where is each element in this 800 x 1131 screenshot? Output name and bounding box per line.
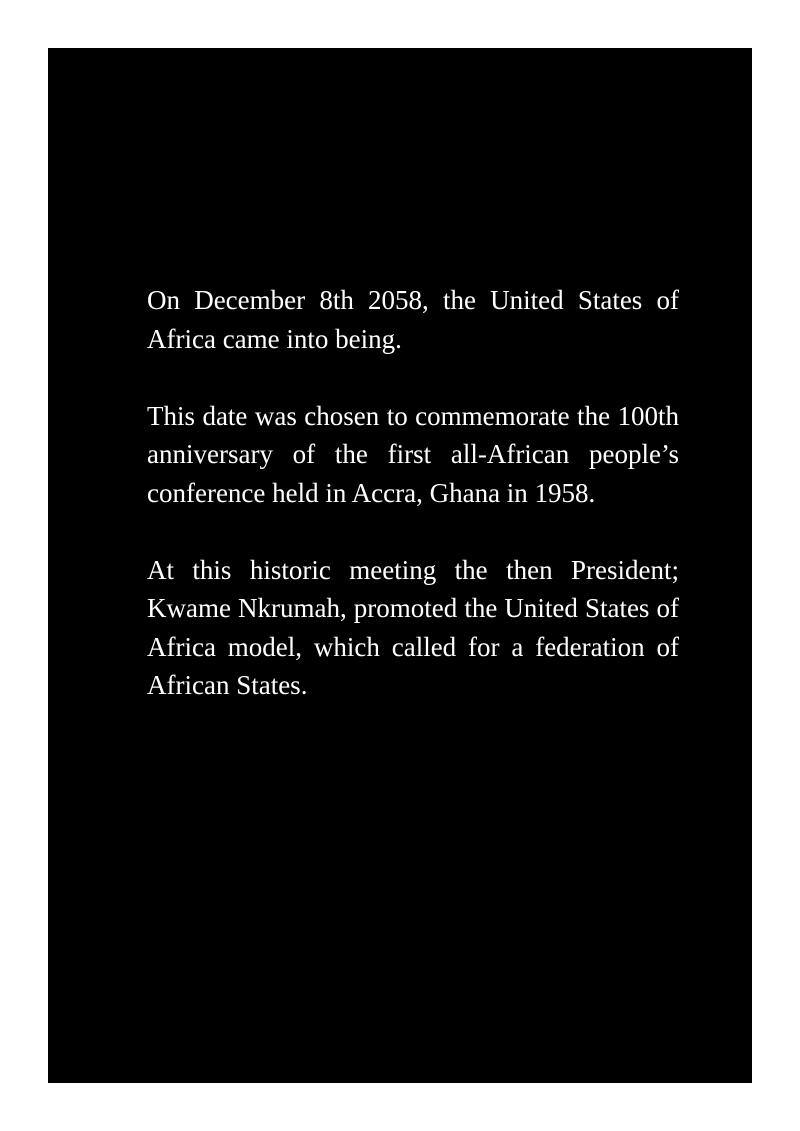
paragraph-historic-meeting: At this historic meeting the then President; Kwame Nkrumah, promoted the United States of Africa model, which called for a federation of African States. (147, 554, 679, 700)
paragraph-commemoration: This date was chosen to commemorate the 100th anniversary of the first all-African people’s conference held in Accra, Ghana in 1958. (147, 400, 679, 508)
paragraph-founding-date: On December 8th 2058, the United States of Africa came into being. (147, 285, 679, 354)
text-block (147, 281, 679, 705)
